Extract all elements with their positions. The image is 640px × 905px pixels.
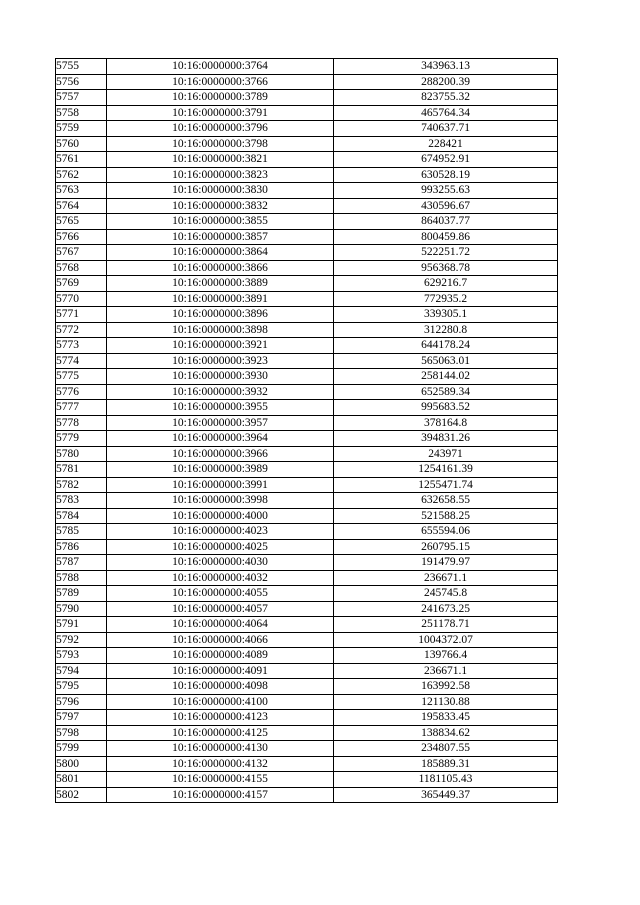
table-row (56, 167, 558, 183)
value-cell: 1255471.74 (334, 477, 558, 493)
table-row (56, 694, 558, 710)
row-number-cell: 5798 (56, 725, 107, 741)
row-number-cell: 5772 (56, 322, 107, 338)
value-cell: 139766.4 (334, 648, 558, 664)
cadastral-number-cell: 10:16:0000000:4155 (107, 772, 334, 788)
cadastral-number-cell: 10:16:0000000:3823 (107, 167, 334, 183)
cadastral-number-cell: 10:16:0000000:3889 (107, 276, 334, 292)
row-number-cell: 5782 (56, 477, 107, 493)
cadastral-number-cell: 10:16:0000000:3998 (107, 493, 334, 509)
value-cell: 138834.62 (334, 725, 558, 741)
data-table (55, 58, 558, 803)
row-number-cell: 5799 (56, 741, 107, 757)
row-number-cell: 5777 (56, 400, 107, 416)
table-row (56, 555, 558, 571)
value-cell: 630528.19 (334, 167, 558, 183)
row-number-cell: 5761 (56, 152, 107, 168)
cadastral-number-cell: 10:16:0000000:4098 (107, 679, 334, 695)
row-number-cell: 5771 (56, 307, 107, 323)
value-cell: 288200.39 (334, 74, 558, 90)
cadastral-number-cell: 10:16:0000000:3798 (107, 136, 334, 152)
cadastral-number-cell: 10:16:0000000:3796 (107, 121, 334, 137)
table-row (56, 477, 558, 493)
row-number-cell: 5790 (56, 601, 107, 617)
cadastral-number-cell: 10:16:0000000:3789 (107, 90, 334, 106)
cadastral-number-cell: 10:16:0000000:3896 (107, 307, 334, 323)
value-cell: 243971 (334, 446, 558, 462)
table-row (56, 524, 558, 540)
row-number-cell: 5783 (56, 493, 107, 509)
table-row (56, 121, 558, 137)
cadastral-number-cell: 10:16:0000000:3864 (107, 245, 334, 261)
table-row (56, 307, 558, 323)
cadastral-number-cell: 10:16:0000000:3957 (107, 415, 334, 431)
table-row (56, 322, 558, 338)
row-number-cell: 5764 (56, 198, 107, 214)
table-row (56, 648, 558, 664)
row-number-cell: 5784 (56, 508, 107, 524)
value-cell: 995683.52 (334, 400, 558, 416)
cadastral-number-cell: 10:16:0000000:4023 (107, 524, 334, 540)
value-cell: 185889.31 (334, 756, 558, 772)
value-cell: 394831.26 (334, 431, 558, 447)
value-cell: 343963.13 (334, 59, 558, 75)
value-cell: 956368.78 (334, 260, 558, 276)
cadastral-number-cell: 10:16:0000000:3830 (107, 183, 334, 199)
table-row (56, 59, 558, 75)
row-number-cell: 5792 (56, 632, 107, 648)
cadastral-number-cell: 10:16:0000000:3991 (107, 477, 334, 493)
table-row (56, 338, 558, 354)
table-row (56, 493, 558, 509)
cadastral-number-cell: 10:16:0000000:4025 (107, 539, 334, 555)
row-number-cell: 5801 (56, 772, 107, 788)
cadastral-number-cell: 10:16:0000000:3898 (107, 322, 334, 338)
value-cell: 1004372.07 (334, 632, 558, 648)
value-cell: 629216.7 (334, 276, 558, 292)
value-cell: 312280.8 (334, 322, 558, 338)
table-row (56, 353, 558, 369)
table-row (56, 90, 558, 106)
cadastral-number-cell: 10:16:0000000:4132 (107, 756, 334, 772)
value-cell: 339305.1 (334, 307, 558, 323)
value-cell: 674952.91 (334, 152, 558, 168)
row-number-cell: 5770 (56, 291, 107, 307)
value-cell: 740637.71 (334, 121, 558, 137)
row-number-cell: 5779 (56, 431, 107, 447)
cadastral-number-cell: 10:16:0000000:4055 (107, 586, 334, 602)
table-row (56, 400, 558, 416)
table-body (56, 59, 558, 803)
cadastral-number-cell: 10:16:0000000:3955 (107, 400, 334, 416)
table-row (56, 617, 558, 633)
table-row (56, 508, 558, 524)
cadastral-number-cell: 10:16:0000000:3964 (107, 431, 334, 447)
table-row (56, 74, 558, 90)
table-row (56, 214, 558, 230)
row-number-cell: 5769 (56, 276, 107, 292)
cadastral-number-cell: 10:16:0000000:3791 (107, 105, 334, 121)
table-row (56, 431, 558, 447)
cadastral-number-cell: 10:16:0000000:3930 (107, 369, 334, 385)
table-row (56, 741, 558, 757)
cadastral-number-cell: 10:16:0000000:4032 (107, 570, 334, 586)
value-cell: 772935.2 (334, 291, 558, 307)
value-cell: 1254161.39 (334, 462, 558, 478)
row-number-cell: 5760 (56, 136, 107, 152)
row-number-cell: 5768 (56, 260, 107, 276)
row-number-cell: 5756 (56, 74, 107, 90)
cadastral-number-cell: 10:16:0000000:4030 (107, 555, 334, 571)
value-cell: 241673.25 (334, 601, 558, 617)
table-row (56, 756, 558, 772)
cadastral-number-cell: 10:16:0000000:4130 (107, 741, 334, 757)
table-row (56, 539, 558, 555)
cadastral-number-cell: 10:16:0000000:4123 (107, 710, 334, 726)
table-row (56, 369, 558, 385)
table-row (56, 446, 558, 462)
row-number-cell: 5765 (56, 214, 107, 230)
row-number-cell: 5778 (56, 415, 107, 431)
value-cell: 800459.86 (334, 229, 558, 245)
row-number-cell: 5789 (56, 586, 107, 602)
row-number-cell: 5788 (56, 570, 107, 586)
table-row (56, 787, 558, 803)
cadastral-number-cell: 10:16:0000000:3821 (107, 152, 334, 168)
row-number-cell: 5787 (56, 555, 107, 571)
row-number-cell: 5757 (56, 90, 107, 106)
value-cell: 260795.15 (334, 539, 558, 555)
cadastral-number-cell: 10:16:0000000:4066 (107, 632, 334, 648)
table-row (56, 229, 558, 245)
row-number-cell: 5762 (56, 167, 107, 183)
value-cell: 655594.06 (334, 524, 558, 540)
value-cell: 195833.45 (334, 710, 558, 726)
value-cell: 251178.71 (334, 617, 558, 633)
row-number-cell: 5755 (56, 59, 107, 75)
value-cell: 823755.32 (334, 90, 558, 106)
value-cell: 236671.1 (334, 663, 558, 679)
table-row (56, 245, 558, 261)
table-row (56, 725, 558, 741)
row-number-cell: 5759 (56, 121, 107, 137)
cadastral-number-cell: 10:16:0000000:4157 (107, 787, 334, 803)
cadastral-number-cell: 10:16:0000000:3921 (107, 338, 334, 354)
row-number-cell: 5775 (56, 369, 107, 385)
table-row (56, 183, 558, 199)
row-number-cell: 5791 (56, 617, 107, 633)
cadastral-number-cell: 10:16:0000000:4125 (107, 725, 334, 741)
table-row (56, 586, 558, 602)
row-number-cell: 5780 (56, 446, 107, 462)
cadastral-number-cell: 10:16:0000000:4091 (107, 663, 334, 679)
cadastral-number-cell: 10:16:0000000:3855 (107, 214, 334, 230)
row-number-cell: 5774 (56, 353, 107, 369)
row-number-cell: 5794 (56, 663, 107, 679)
row-number-cell: 5766 (56, 229, 107, 245)
value-cell: 163992.58 (334, 679, 558, 695)
cadastral-number-cell: 10:16:0000000:3866 (107, 260, 334, 276)
value-cell: 378164.8 (334, 415, 558, 431)
value-cell: 430596.67 (334, 198, 558, 214)
table-row (56, 710, 558, 726)
table-row (56, 679, 558, 695)
table-row (56, 152, 558, 168)
row-number-cell: 5786 (56, 539, 107, 555)
cadastral-number-cell: 10:16:0000000:3832 (107, 198, 334, 214)
table-row (56, 105, 558, 121)
row-number-cell: 5758 (56, 105, 107, 121)
table-row (56, 276, 558, 292)
row-number-cell: 5795 (56, 679, 107, 695)
row-number-cell: 5797 (56, 710, 107, 726)
table-row (56, 291, 558, 307)
value-cell: 465764.34 (334, 105, 558, 121)
cadastral-number-cell: 10:16:0000000:4057 (107, 601, 334, 617)
table-row (56, 772, 558, 788)
row-number-cell: 5773 (56, 338, 107, 354)
value-cell: 632658.55 (334, 493, 558, 509)
cadastral-number-cell: 10:16:0000000:3989 (107, 462, 334, 478)
cadastral-number-cell: 10:16:0000000:3891 (107, 291, 334, 307)
table-row (56, 384, 558, 400)
table-row (56, 136, 558, 152)
value-cell: 228421 (334, 136, 558, 152)
value-cell: 864037.77 (334, 214, 558, 230)
cadastral-number-cell: 10:16:0000000:3857 (107, 229, 334, 245)
value-cell: 644178.24 (334, 338, 558, 354)
table-row (56, 462, 558, 478)
value-cell: 521588.25 (334, 508, 558, 524)
value-cell: 258144.02 (334, 369, 558, 385)
row-number-cell: 5767 (56, 245, 107, 261)
value-cell: 245745.8 (334, 586, 558, 602)
table-row (56, 663, 558, 679)
value-cell: 234807.55 (334, 741, 558, 757)
table-row (56, 198, 558, 214)
row-number-cell: 5793 (56, 648, 107, 664)
value-cell: 993255.63 (334, 183, 558, 199)
value-cell: 522251.72 (334, 245, 558, 261)
value-cell: 652589.34 (334, 384, 558, 400)
table-row (56, 415, 558, 431)
row-number-cell: 5802 (56, 787, 107, 803)
value-cell: 236671.1 (334, 570, 558, 586)
cadastral-number-cell: 10:16:0000000:3966 (107, 446, 334, 462)
row-number-cell: 5763 (56, 183, 107, 199)
value-cell: 121130.88 (334, 694, 558, 710)
cadastral-number-cell: 10:16:0000000:4064 (107, 617, 334, 633)
value-cell: 365449.37 (334, 787, 558, 803)
cadastral-number-cell: 10:16:0000000:3932 (107, 384, 334, 400)
row-number-cell: 5776 (56, 384, 107, 400)
table-row (56, 570, 558, 586)
row-number-cell: 5781 (56, 462, 107, 478)
row-number-cell: 5785 (56, 524, 107, 540)
cadastral-number-cell: 10:16:0000000:3766 (107, 74, 334, 90)
value-cell: 565063.01 (334, 353, 558, 369)
value-cell: 1181105.43 (334, 772, 558, 788)
cadastral-number-cell: 10:16:0000000:4100 (107, 694, 334, 710)
row-number-cell: 5800 (56, 756, 107, 772)
cadastral-number-cell: 10:16:0000000:4089 (107, 648, 334, 664)
row-number-cell: 5796 (56, 694, 107, 710)
value-cell: 191479.97 (334, 555, 558, 571)
table-row (56, 260, 558, 276)
cadastral-number-cell: 10:16:0000000:3764 (107, 59, 334, 75)
cadastral-number-cell: 10:16:0000000:4000 (107, 508, 334, 524)
table-row (56, 601, 558, 617)
table-row (56, 632, 558, 648)
cadastral-number-cell: 10:16:0000000:3923 (107, 353, 334, 369)
